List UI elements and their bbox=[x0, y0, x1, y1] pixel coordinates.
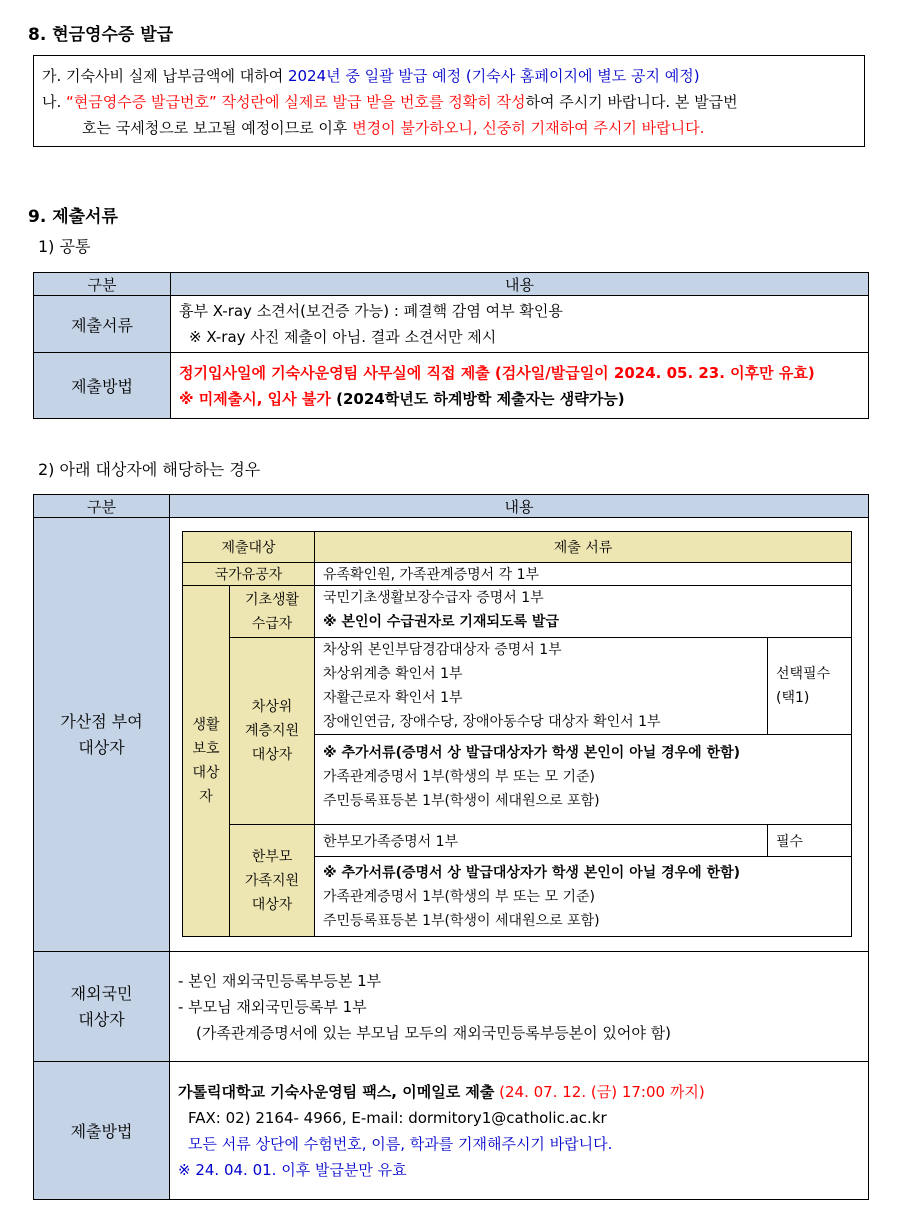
single-extra-1: 가족관계증명서 1부(학생의 부 또는 모 기준) bbox=[323, 889, 595, 905]
inner-header-docs: 제출 서류 bbox=[315, 532, 852, 563]
common-method-line1: 정기입사일에 기숙사운영팀 사무실에 직접 제출 (검사일/발급일이 2024. 05. 23. 이후만 유효) bbox=[179, 363, 815, 382]
near-doc-3: 자활근로자 확인서 1부 bbox=[323, 690, 463, 706]
overseas-line1: - 본인 재외국민등록부등본 1부 bbox=[178, 971, 382, 990]
section-8-title: 8. 현금영수증 발급 bbox=[28, 25, 174, 45]
single-parent-label: 한부모 가족지원 대상자 bbox=[230, 825, 315, 937]
method-line1-red: (24. 07. 12. (금) 17:00 까지) bbox=[494, 1082, 705, 1101]
method-line3: 모든 서류 상단에 수험번호, 이름, 학과를 기재해주시기 바랍니다. bbox=[188, 1134, 613, 1153]
near-extra-docs bbox=[315, 735, 852, 825]
applicable-docs-table bbox=[33, 494, 869, 1200]
method-line1-bold: 가톨릭대학교 기숙사운영팀 팩스, 이메일로 제출 bbox=[178, 1082, 495, 1101]
overseas-line3: (가족관계증명서에 있는 부모님 모두의 재외국민등록부등본이 있어야 함) bbox=[196, 1023, 672, 1042]
single-extra-title: ※ 추가서류(증명서 상 발급대상자가 학생 본인이 아닐 경우에 한함) bbox=[323, 865, 741, 881]
near-choice-note: 선택필수 (택1) bbox=[768, 638, 852, 735]
applicable-header-content: 내용 bbox=[170, 495, 869, 518]
common-method-label: 제출방법 bbox=[34, 353, 171, 419]
bonus-inner-table bbox=[182, 531, 852, 937]
single-parent-doc: 한부모가족증명서 1부 bbox=[315, 825, 768, 857]
basic-line1: 국민기초생활보장수급자 증명서 1부 bbox=[323, 590, 544, 606]
common-subtitle: 1) 공통 bbox=[38, 237, 91, 256]
common-method-content bbox=[171, 353, 869, 419]
notice-line-ga bbox=[42, 63, 854, 89]
notice-na-line2-prefix: 호는 국세청으로 보고될 예정이므로 이후 bbox=[82, 119, 353, 137]
basic-livelihood-docs bbox=[315, 586, 852, 638]
common-method-line2 bbox=[179, 386, 860, 412]
common-docs-line2: ※ X-ray 사진 제출이 아님. 결과 소견서만 제시 bbox=[189, 328, 497, 346]
overseas-line2: - 부모님 재외국민등록부 1부 bbox=[178, 997, 367, 1016]
section-9-title: 9. 제출서류 bbox=[28, 207, 118, 227]
applicable-method-label: 제출방법 bbox=[34, 1062, 170, 1200]
notice-na-prefix: 나. bbox=[42, 93, 67, 111]
near-doc-2: 차상위계층 확인서 1부 bbox=[323, 666, 463, 682]
method-line1 bbox=[178, 1079, 860, 1105]
near-extra-2: 주민등록표등본 1부(학생이 세대원으로 포함) bbox=[323, 793, 600, 809]
common-docs-line1: 흉부 X-ray 소견서(보건증 가능) : 폐결핵 감염 여부 확인용 bbox=[179, 302, 563, 320]
common-method-line2-black: (2024학년도 하계방학 제출자는 생략가능) bbox=[330, 389, 625, 408]
notice-ga-prefix: 가. 기숙사비 실제 납부금액에 대하여 bbox=[42, 67, 288, 85]
basic-line2: ※ 본인이 수급권자로 기재되도록 발급 bbox=[323, 614, 559, 630]
livelihood-label: 생활 보호 대상 자 bbox=[183, 586, 230, 937]
bonus-label: 가산점 부여 대상자 bbox=[34, 518, 170, 952]
veteran-label: 국가유공자 bbox=[183, 563, 315, 586]
near-doc-1: 차상위 본인부담경감대상자 증명서 1부 bbox=[323, 642, 562, 658]
overseas-content bbox=[170, 952, 869, 1062]
near-poverty-label: 차상위 계층지원 대상자 bbox=[230, 638, 315, 825]
notice-ga-blue: 2024년 중 일괄 발급 예정 (기숙사 홈페이지에 별도 공지 예정) bbox=[287, 67, 700, 85]
single-extra-2: 주민등록표등본 1부(학생이 세대원으로 포함) bbox=[323, 913, 600, 929]
basic-livelihood-label: 기초생활 수급자 bbox=[230, 586, 315, 638]
near-doc-4: 장애인연금, 장애수당, 장애아동수당 대상자 확인서 1부 bbox=[323, 714, 661, 730]
common-method-line2-red: ※ 미제출시, 입사 불가 bbox=[179, 389, 331, 408]
inner-header-target: 제출대상 bbox=[183, 532, 315, 563]
near-poverty-docs bbox=[315, 638, 768, 735]
applicable-header-category: 구분 bbox=[34, 495, 170, 518]
notice-line-na bbox=[42, 89, 854, 115]
bonus-content bbox=[170, 518, 869, 952]
common-docs-content bbox=[171, 296, 869, 353]
notice-line-na-2 bbox=[42, 115, 854, 141]
method-line2: FAX: 02) 2164- 4966, E-mail: dormitory1@catholic.ac.kr bbox=[188, 1108, 607, 1127]
veteran-docs: 유족확인원, 가족관계증명서 각 1부 bbox=[315, 563, 852, 586]
overseas-label: 재외국민 대상자 bbox=[34, 952, 170, 1062]
common-docs-table bbox=[33, 272, 869, 419]
common-header-category: 구분 bbox=[34, 273, 171, 296]
notice-na-tail: 하여 주시기 바랍니다. 본 발급번 bbox=[525, 93, 738, 111]
near-extra-1: 가족관계증명서 1부(학생의 부 또는 모 기준) bbox=[323, 769, 595, 785]
common-docs-label: 제출서류 bbox=[34, 296, 171, 353]
applicable-subtitle: 2) 아래 대상자에 해당하는 경우 bbox=[38, 460, 261, 479]
single-extra-docs bbox=[315, 857, 852, 937]
single-required-note: 필수 bbox=[768, 825, 852, 857]
near-extra-title: ※ 추가서류(증명서 상 발급대상자가 학생 본인이 아닐 경우에 한함) bbox=[323, 745, 741, 761]
common-header-content: 내용 bbox=[171, 273, 869, 296]
cash-receipt-notice-box bbox=[33, 55, 865, 147]
notice-na-red2: 변경이 불가하오니, 신중히 기재하여 주시기 바랍니다. bbox=[352, 119, 705, 137]
applicable-method-content bbox=[170, 1062, 869, 1200]
notice-na-red1: “현금영수증 발급번호” 작성란에 실제로 발급 받을 번호를 정확히 작성 bbox=[66, 93, 526, 111]
method-line4: ※ 24. 04. 01. 이후 발급분만 유효 bbox=[178, 1160, 407, 1179]
